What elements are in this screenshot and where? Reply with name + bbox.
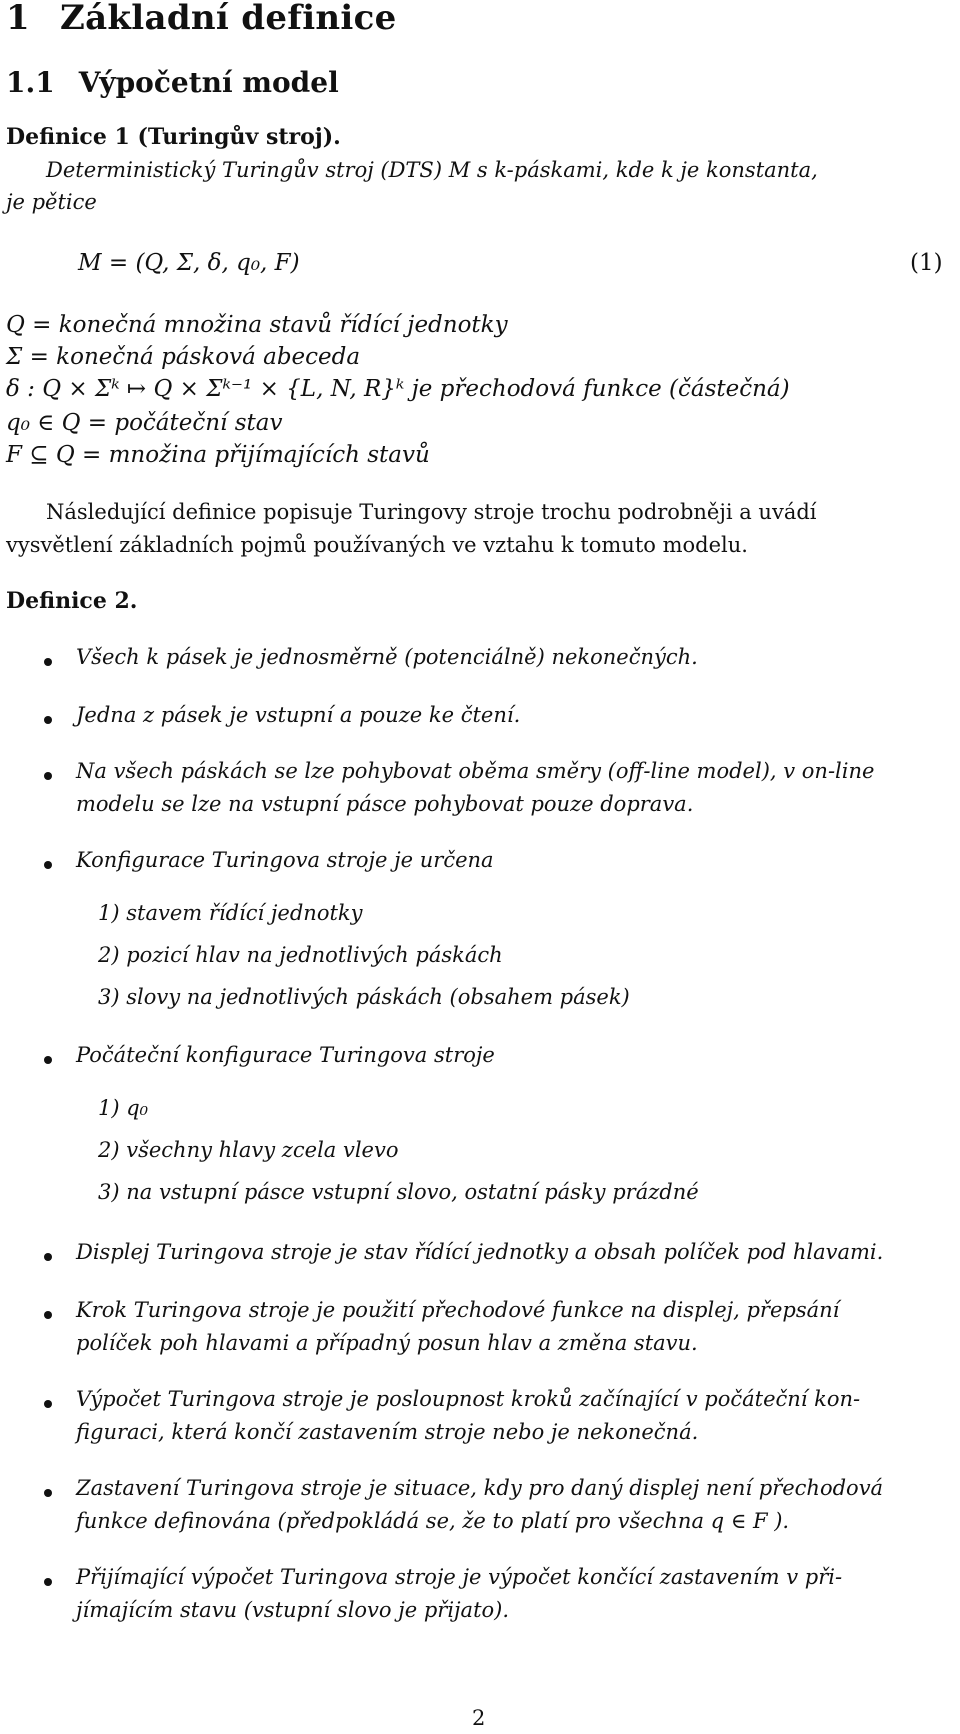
bullet-8-line-1: Výpočet Turingova stroje je posloupnost kroků začínající v počáteční kon- <box>76 1387 861 1411</box>
configuration-sub-item-2: 2) pozicí hlav na jednotlivých páskách <box>98 943 503 967</box>
section-title: Základní definice <box>59 0 397 38</box>
bullet-icon <box>44 861 52 869</box>
definition-item-accepting-states: F ⊆ Q = množina přijímajících stavů <box>6 442 430 468</box>
definition-item-states: Q = konečná množina stavů řídící jednotky <box>6 312 508 338</box>
paragraph-line-2: vysvětlení základních pojmů používaných ve vztahu k tomuto modelu. <box>6 533 748 557</box>
bullet-2-line-1: Jedna z pásek je vstupní a pouze ke čtení. <box>76 703 521 727</box>
definition-1-intro-line-2: je pětice <box>6 190 97 214</box>
definition-item-alphabet: Σ = konečná pásková abeceda <box>6 344 361 370</box>
bullet-10-line-1: Přijímající výpočet Turingova stroje je výpočet končící zastavením v při- <box>76 1565 843 1589</box>
bullet-9-line-2: funkce definována (předpokládá se, že to platí pro všechna q ∈ F ). <box>76 1509 790 1533</box>
section-number: 1 <box>6 0 30 38</box>
bullet-icon <box>44 716 52 724</box>
paragraph-line-1: Následující definice popisuje Turingovy stroje trochu podrobněji a uvádí <box>46 500 817 524</box>
definition-item-transition: δ : Q × Σᵏ ↦ Q × Σᵏ⁻¹ × {L, N, R}ᵏ je přechodová funkce (částečná) <box>6 376 790 402</box>
bullet-6-line-1: Displej Turingova stroje je stav řídící jednotky a obsah políček pod hlavami. <box>76 1240 884 1264</box>
configuration-sub-item-1: 1) stavem řídící jednotky <box>98 901 363 925</box>
subsection-number: 1.1 <box>6 66 55 99</box>
bullet-icon <box>44 1400 52 1408</box>
bullet-icon <box>44 1578 52 1586</box>
definition-2-heading: Definice 2. <box>6 588 138 614</box>
initial-config-sub-item-1: 1) q₀ <box>98 1096 149 1120</box>
bullet-icon <box>44 772 52 780</box>
bullet-icon <box>44 1253 52 1261</box>
bullet-8-line-2: figuraci, která končí zastavením stroje nebo je nekonečná. <box>76 1420 699 1444</box>
bullet-3-line-2: modelu se lze na vstupní pásce pohybovat pouze doprava. <box>76 792 694 816</box>
initial-config-sub-item-3: 3) na vstupní pásce vstupní slovo, ostatní pásky prázdné <box>98 1180 699 1204</box>
bullet-1-line-1: Všech k pásek je jednosměrně (potenciálně) nekonečných. <box>76 645 698 669</box>
equation-number: (1) <box>910 250 943 276</box>
subsection-title: Výpočetní model <box>78 66 339 99</box>
bullet-10-line-2: jímajícím stavu (vstupní slovo je přijato). <box>76 1598 510 1622</box>
subsection-heading <box>6 66 339 99</box>
definition-1-intro-line-1: Deterministický Turingův stroj (DTS) M s k-páskami, kde k je konstanta, <box>46 158 818 182</box>
bullet-icon <box>44 1056 52 1064</box>
bullet-icon <box>44 1311 52 1319</box>
bullet-icon <box>44 658 52 666</box>
initial-config-sub-item-2: 2) všechny hlavy zcela vlevo <box>98 1138 399 1162</box>
bullet-5-line-1: Počáteční konfigurace Turingova stroje <box>76 1043 495 1067</box>
bullet-7-line-2: políček poh hlavami a případný posun hlav a změna stavu. <box>76 1331 698 1355</box>
bullet-9-line-1: Zastavení Turingova stroje je situace, kdy pro daný displej není přechodová <box>76 1476 884 1500</box>
bullet-7-line-1: Krok Turingova stroje je použití přechodové funkce na displej, přepsání <box>76 1298 840 1322</box>
definition-item-initial-state: q₀ ∈ Q = počáteční stav <box>6 410 283 436</box>
bullet-4-line-1: Konfigurace Turingova stroje je určena <box>76 848 494 872</box>
page-number: 2 <box>472 1706 486 1730</box>
configuration-sub-item-3: 3) slovy na jednotlivých páskách (obsahem pásek) <box>98 985 630 1009</box>
definition-1-heading: Definice 1 (Turingův stroj). <box>6 124 341 150</box>
turing-machine-equation: M = (Q, Σ, δ, q₀, F) <box>78 250 300 276</box>
bullet-3-line-1: Na všech páskách se lze pohybovat oběma směry (off-line model), v on-line <box>76 759 875 783</box>
section-heading <box>6 0 397 38</box>
bullet-icon <box>44 1489 52 1497</box>
